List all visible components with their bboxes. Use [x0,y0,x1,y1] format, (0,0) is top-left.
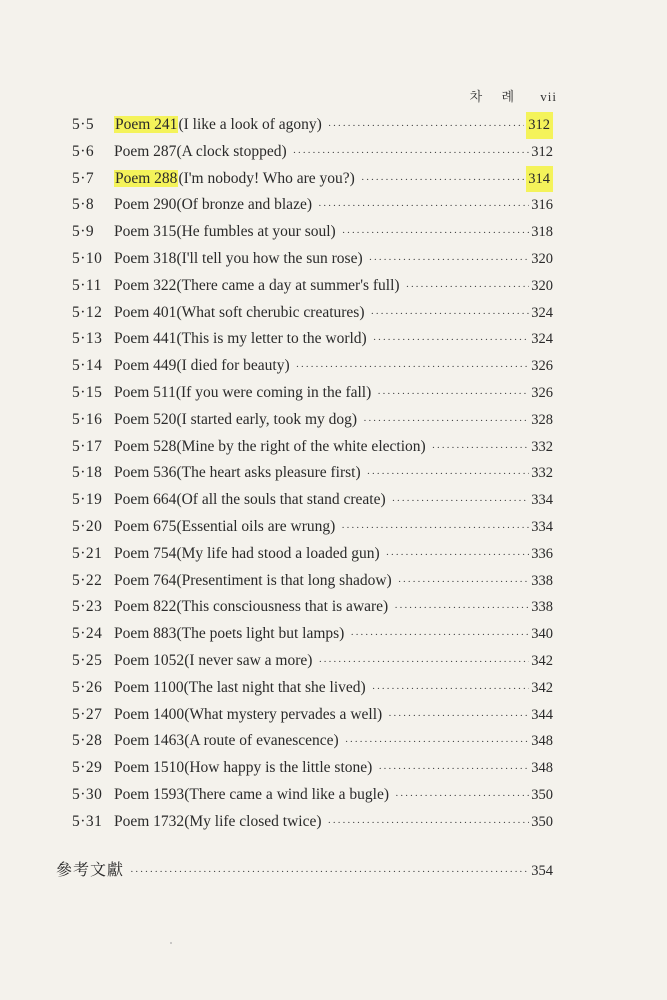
poem-label: Poem 288 [115,169,178,187]
entry-title [114,755,372,782]
leader-dots [373,327,530,354]
page-number: 316 [531,197,553,214]
leader-dots [342,220,530,247]
poem-label: Poem 1732 [114,812,185,830]
entry-line [114,487,553,515]
section-number: 5·11 [72,276,102,294]
poem-first-line: (How happy is the little stone) [184,759,373,777]
poem-first-line: (There came a wind like a bugle) [184,785,390,803]
leader-dots [392,488,530,515]
entry-title [114,675,366,702]
section-number: 5·27 [72,705,103,723]
entry-title [114,487,386,514]
page-number: 350 [531,786,553,803]
section-number: 5·17 [72,437,103,455]
toc-row[interactable] [0,568,667,595]
poem-first-line: (I died for beauty) [176,357,290,375]
section-number: 5·7 [72,169,95,187]
poem-first-line: (He fumbles at your soul) [176,223,336,241]
poem-first-line: (I never saw a more) [184,651,313,669]
section-number: 5·13 [72,330,103,348]
section-number: 5·22 [72,571,103,589]
page-number: 326 [531,358,553,375]
entry-title [114,541,380,568]
references-label: 參考文獻 [56,860,125,879]
poem-label: Poem 1510 [114,759,185,777]
leader-dots [388,703,529,730]
poem-first-line: (There came a day at summer's full) [176,276,400,294]
page-number: 314 [526,166,553,193]
poem-label: Poem 520 [114,410,177,428]
table-of-contents [0,112,667,836]
entry-line [114,300,553,328]
leader-dots [328,113,524,140]
page-number: 348 [531,733,553,750]
toc-row[interactable] [0,192,667,219]
section-number: 5·9 [72,223,95,241]
section-number: 5·5 [72,116,95,133]
entry-line [114,273,553,301]
entry-title [114,192,312,219]
entry-title [114,621,344,648]
leader-dots [369,247,530,274]
section-number: 5·8 [72,196,95,214]
poem-first-line: (This consciousness that is aware) [176,598,389,616]
entry-title [114,166,355,193]
leader-dots [361,167,524,194]
poem-label: Poem 675 [114,517,177,535]
poem-label: Poem 1100 [114,678,184,696]
poem-first-line: (I started early, took my dog) [176,410,358,428]
entry-line [114,702,553,730]
page-number: 320 [531,250,553,267]
poem-label: Poem 241 [115,116,178,133]
poem-first-line: (The heart asks pleasure first) [176,464,361,482]
entry-line [114,782,553,810]
poem-label: Poem 1400 [114,705,185,723]
page-number: 326 [531,384,553,401]
poem-label: Poem 290 [114,196,177,214]
page-number: 348 [531,760,553,777]
toc-row[interactable] [0,728,667,755]
leader-dots [350,622,529,649]
entry-line [114,648,553,676]
page-number: 336 [531,545,553,562]
entry-line [114,675,553,703]
entry-title [114,782,389,809]
entry-title [114,460,361,487]
entry-line [114,594,553,622]
poem-label: Poem 822 [114,598,177,616]
entry-line [114,728,553,756]
entry-title [114,112,322,139]
poem-first-line: (Essential oils are wrung) [176,517,336,535]
poem-first-line: (I'm nobody! Who are you?) [178,169,355,187]
entry-title [114,702,382,729]
section-number: 5·21 [72,544,103,562]
section-number: 5·12 [72,303,103,321]
section-number: 5·30 [72,785,103,803]
toc-row[interactable] [0,407,667,434]
toc-row[interactable] [0,166,667,193]
leader-dots [432,435,530,462]
section-number: 5·14 [72,357,103,375]
toc-row[interactable] [0,460,667,487]
toc-row[interactable] [0,594,667,621]
entry-title [114,353,290,380]
entry-line [114,166,553,194]
page-number: 350 [531,813,553,830]
poem-first-line: (I'll tell you how the sun rose) [176,249,363,267]
leader-dots [318,193,529,220]
poem-first-line: (My life closed twice) [184,812,322,830]
entry-line [114,326,553,354]
entry-line [114,514,553,542]
poem-label: Poem 528 [114,437,177,455]
leader-dots [328,810,530,837]
poem-first-line: (My life had stood a loaded gun) [176,544,380,562]
toc-row[interactable] [0,487,667,514]
leader-dots [345,729,530,756]
page-number: 342 [531,679,553,696]
poem-label: Poem 511 [114,383,176,401]
section-number: 5·31 [72,812,103,830]
entry-line [114,541,553,569]
toc-row[interactable] [0,326,667,353]
section-number: 5·25 [72,651,103,669]
entry-title [114,809,322,836]
section-number: 5·19 [72,491,103,509]
leader-dots [296,354,530,381]
poem-first-line: (The poets light but lamps) [176,625,345,643]
section-number: 5·24 [72,625,103,643]
entry-line [114,809,553,837]
poem-label: Poem 318 [114,249,177,267]
poem-label: Poem 764 [114,571,177,589]
leader-dots [372,676,530,703]
toc-row[interactable] [0,273,667,300]
section-number: 5·26 [72,678,103,696]
entry-title [114,648,312,675]
poem-label: Poem 401 [114,303,177,321]
toc-row-references[interactable] [56,856,553,884]
entry-title [114,728,339,755]
poem-first-line: (Of bronze and blaze) [176,196,312,214]
poem-label: Poem 449 [114,357,177,375]
entry-line [114,460,553,488]
page-number: 324 [531,331,553,348]
poem-first-line: (A route of evanescence) [184,732,339,750]
entry-title [114,300,365,327]
running-header [470,86,557,105]
page-number: 320 [531,277,553,294]
toc-row[interactable] [0,755,667,782]
toc-row[interactable] [0,434,667,461]
toc-row[interactable] [0,621,667,648]
poem-label: Poem 664 [114,491,177,509]
entry-title [114,273,400,300]
entry-line [114,407,553,435]
entry-line [114,380,553,408]
toc-row[interactable] [0,782,667,809]
section-number: 5·6 [72,142,95,160]
toc-row[interactable] [0,353,667,380]
poem-first-line: (Presentiment is that long shadow) [176,571,392,589]
poem-first-line: (Of all the souls that stand create) [176,491,386,509]
leader-dots [371,301,530,328]
poem-label: Poem 441 [114,330,177,348]
page-number: 334 [531,492,553,509]
leader-dots [378,756,529,783]
poem-label: Poem 287 [114,142,177,160]
page-number: 318 [531,224,553,241]
entry-line [114,353,553,381]
section-number: 5·20 [72,517,103,535]
references-page-number: 354 [531,863,553,879]
entry-line [114,139,553,167]
toc-row[interactable] [0,809,667,836]
entry-title [114,246,363,273]
section-number: 5·10 [72,249,103,267]
toc-row[interactable] [0,300,667,327]
page-number: 328 [531,411,553,428]
toc-row[interactable] [0,380,667,407]
paper-speck [170,942,172,944]
leader-dots [341,515,529,542]
poem-label: Poem 1463 [114,732,185,750]
page-number: 334 [531,518,553,535]
poem-first-line: (If you were coming in the fall) [175,383,372,401]
toc-row[interactable] [0,675,667,702]
header-title: 차 례 [469,89,523,104]
leader-dots [130,858,529,886]
entry-title [114,594,388,621]
poem-first-line: (What mystery pervades a well) [184,705,383,723]
leader-dots [398,569,530,596]
leader-dots [386,542,530,569]
toc-row[interactable] [0,219,667,246]
section-number: 5·15 [72,383,103,401]
page-number: 338 [531,599,553,616]
leader-dots [406,274,530,301]
entry-title [114,514,335,541]
poem-label: Poem 754 [114,544,177,562]
page-number: 324 [531,304,553,321]
page-number: 332 [531,438,553,455]
toc-row[interactable] [0,541,667,568]
section-number: 5·28 [72,732,103,750]
entry-title [114,139,287,166]
poem-label: Poem 315 [114,223,177,241]
entry-line [114,755,553,783]
entry-title [114,380,371,407]
entry-line [114,112,553,140]
poem-first-line: (What soft cherubic creatures) [176,303,365,321]
toc-row[interactable] [0,139,667,166]
section-number: 5·16 [72,410,103,428]
poem-label: Poem 1593 [114,785,185,803]
entry-line [114,219,553,247]
page-number: 342 [531,652,553,669]
leader-dots [367,461,530,488]
poem-first-line: (I like a look of agony) [178,116,322,133]
header-page-numeral: vii [540,89,557,104]
entry-title [114,407,357,434]
poem-first-line: (This is my letter to the world) [176,330,367,348]
section-number: 5·23 [72,598,103,616]
poem-first-line: (The last night that she lived) [183,678,366,696]
leader-dots [318,649,529,676]
leader-dots [395,783,529,810]
entry-title [114,568,392,595]
poem-label: Poem 322 [114,276,177,294]
poem-label: Poem 536 [114,464,177,482]
poem-first-line: (A clock stopped) [176,142,287,160]
entry-line [114,568,553,596]
entry-title [114,434,426,461]
page-number: 340 [531,626,553,643]
toc-row[interactable] [0,514,667,541]
entry-line [114,246,553,274]
entry-line [114,434,553,462]
toc-row[interactable] [0,702,667,729]
poem-label: Poem 883 [114,625,177,643]
poem-label: Poem 1052 [114,651,185,669]
leader-dots [394,595,529,622]
entry-line [114,192,553,220]
toc-row[interactable] [0,112,667,139]
toc-row[interactable] [0,246,667,273]
entry-title [114,326,367,353]
page-number: 312 [531,143,553,160]
section-number: 5·18 [72,464,103,482]
leader-dots [363,408,529,435]
page-number: 312 [526,112,553,139]
section-number: 5·29 [72,759,103,777]
page-number: 344 [531,706,553,723]
page-number: 332 [531,465,553,482]
entry-title [114,219,336,246]
leader-dots [293,140,530,167]
poem-first-line: (Mine by the right of the white election) [176,437,426,455]
toc-row[interactable] [0,648,667,675]
page-number: 338 [531,572,553,589]
entry-line [114,621,553,649]
leader-dots [377,381,529,408]
